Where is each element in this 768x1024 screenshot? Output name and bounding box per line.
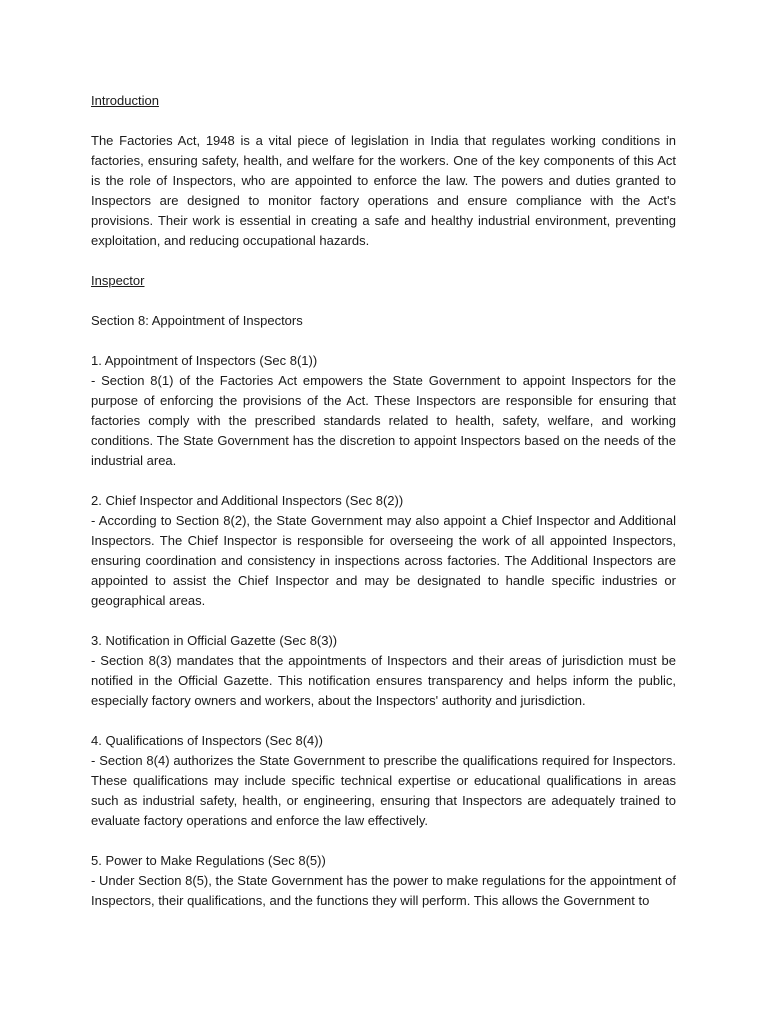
- spacer: [91, 291, 676, 311]
- item-1-body: - Section 8(1) of the Factories Act empowers the State Government to appoint Inspectors for the purpose of enforcing the provisions of the Act. These Inspectors are responsible for ensuring that factories comply with the prescribed standards related to health, safety, welfare, and working conditions. The State Government has the discretion to appoint Inspectors based on the needs of the industrial area.: [91, 373, 676, 468]
- spacer: [91, 711, 676, 731]
- item-3-body: - Section 8(3) mandates that the appointments of Inspectors and their areas of jurisdiction must be notified in the Official Gazette. This notification ensures transparency and helps inform the public, especially factory owners and workers, about the Inspectors' authority and jurisdiction.: [91, 653, 676, 708]
- item-3-title: 3. Notification in Official Gazette (Sec 8(3)): [91, 633, 338, 648]
- inspector-heading: Inspector: [91, 273, 145, 288]
- item-4-body: - Section 8(4) authorizes the State Government to prescribe the qualifications required for Inspectors. These qualifications may include specific technical expertise or educational qualifications in areas such as industrial safety, health, or engineering, ensuring that Inspectors are adequately trained to evaluate factory operations and enforce the law effectively.: [91, 753, 676, 828]
- item-4-title: 4. Qualifications of Inspectors (Sec 8(4)): [91, 733, 323, 748]
- item-5-body: - Under Section 8(5), the State Government has the power to make regulations for the appointment of Inspectors, their qualifications, and the functions they will perform. This allows the Government to: [91, 873, 676, 908]
- spacer: [91, 611, 676, 631]
- spacer: [91, 831, 676, 851]
- spacer: [91, 471, 676, 491]
- document-page: [91, 91, 676, 911]
- spacer: [91, 331, 676, 351]
- item-2-title: 2. Chief Inspector and Additional Inspectors (Sec 8(2)): [91, 493, 404, 508]
- introduction-paragraph: The Factories Act, 1948 is a vital piece of legislation in India that regulates working conditions in factories, ensuring safety, health, and welfare for the workers. One of the key components of this Act is the role of Inspectors, who are appointed to enforce the law. The powers and duties granted to Inspectors are designed to monitor factory operations and ensure compliance with the Act's provisions. Their work is essential in creating a safe and healthy industrial environment, preventing exploitation, and reducing occupational hazards.: [91, 133, 676, 248]
- spacer: [91, 251, 676, 271]
- section-8-title: Section 8: Appointment of Inspectors: [91, 313, 303, 328]
- item-2-body: - According to Section 8(2), the State Government may also appoint a Chief Inspector and Additional Inspectors. The Chief Inspector is responsible for overseeing the work of all appointed Inspectors, ensuring coordination and consistency in inspections across factories. The Additional Inspectors are appointed to assist the Chief Inspector and may be designated to handle specific industries or geographical areas.: [91, 513, 676, 608]
- spacer: [91, 111, 676, 131]
- introduction-heading: Introduction: [91, 93, 159, 108]
- item-1-title: 1. Appointment of Inspectors (Sec 8(1)): [91, 353, 318, 368]
- item-5-title: 5. Power to Make Regulations (Sec 8(5)): [91, 853, 326, 868]
